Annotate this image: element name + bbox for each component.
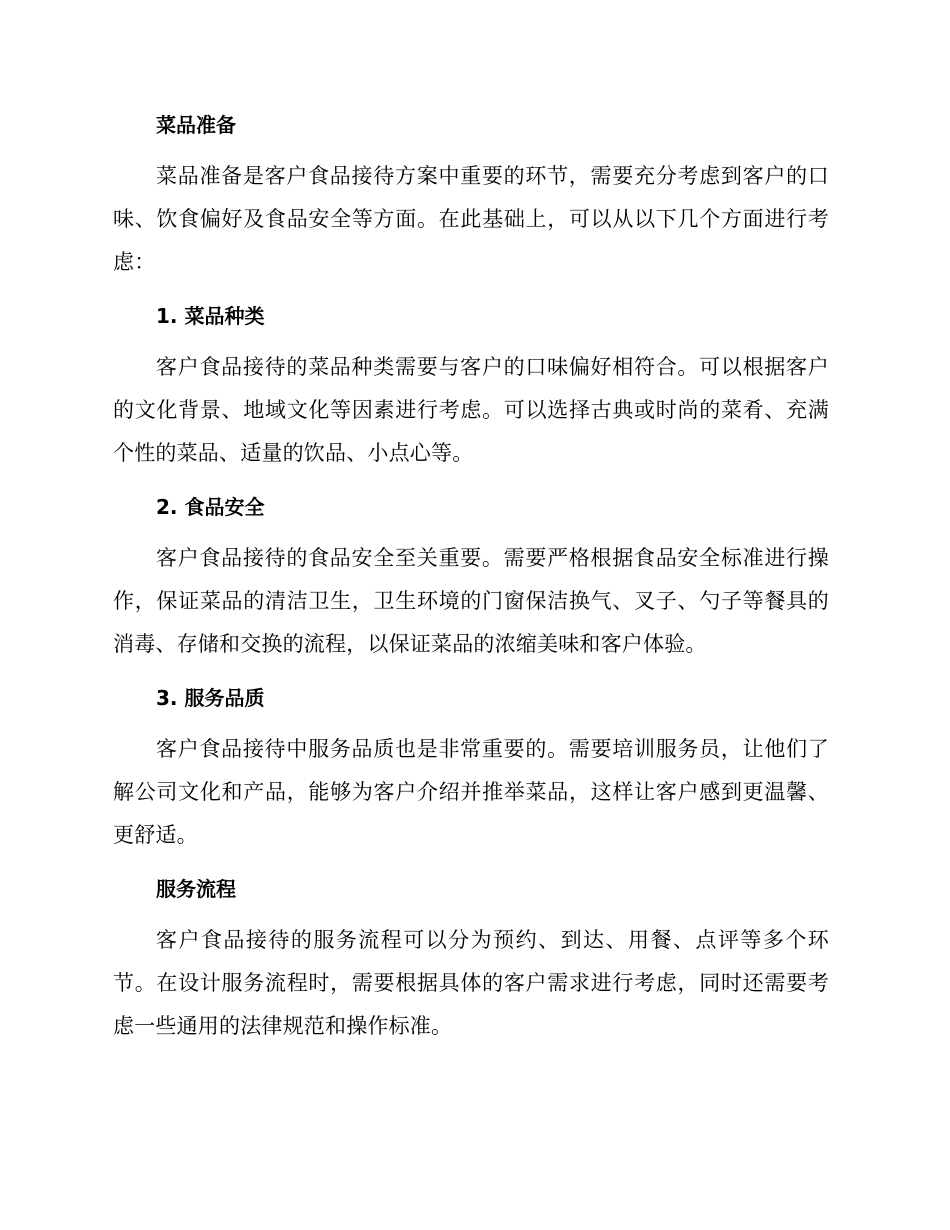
- section-paragraph-service-process: 客户食品接待的服务流程可以分为预约、到达、用餐、点评等多个环节。在设计服务流程时，需要根据具体的客户需求进行考虑，同时还需要考虑一些通用的法律规范和操作标准。: [113, 928, 829, 1038]
- section-paragraph-dish-preparation: 菜品准备是客户食品接待方案中重要的环节，需要充分考虑到客户的口味、饮食偏好及食品安全等方面。在此基础上，可以从以下几个方面进行考虑：: [113, 164, 829, 274]
- section-heading-service-process: 服务流程: [156, 877, 236, 901]
- section-heading-service-quality: 3. 服务品质: [156, 686, 265, 710]
- section-paragraph-service-quality: 客户食品接待中服务品质也是非常重要的。需要培训服务员，让他们了解公司文化和产品，能够为客户介绍并推举菜品，这样让客户感到更温馨、更舒适。: [113, 737, 829, 847]
- section-heading-food-safety: 2. 食品安全: [156, 495, 265, 519]
- section-heading-dish-preparation: 菜品准备: [156, 113, 236, 137]
- section-heading-dish-types: 1. 菜品种类: [156, 304, 265, 328]
- document-body: [113, 104, 829, 1059]
- section-paragraph-food-safety: 客户食品接待的食品安全至关重要。需要严格根据食品安全标准进行操作，保证菜品的清洁卫生，卫生环境的门窗保洁换气、叉子、勺子等餐具的消毒、存储和交换的流程，以保证菜品的浓缩美味和客户体验。: [113, 546, 829, 656]
- section-paragraph-dish-types: 客户食品接待的菜品种类需要与客户的口味偏好相符合。可以根据客户的文化背景、地域文化等因素进行考虑。可以选择古典或时尚的菜肴、充满个性的菜品、适量的饮品、小点心等。: [113, 355, 829, 465]
